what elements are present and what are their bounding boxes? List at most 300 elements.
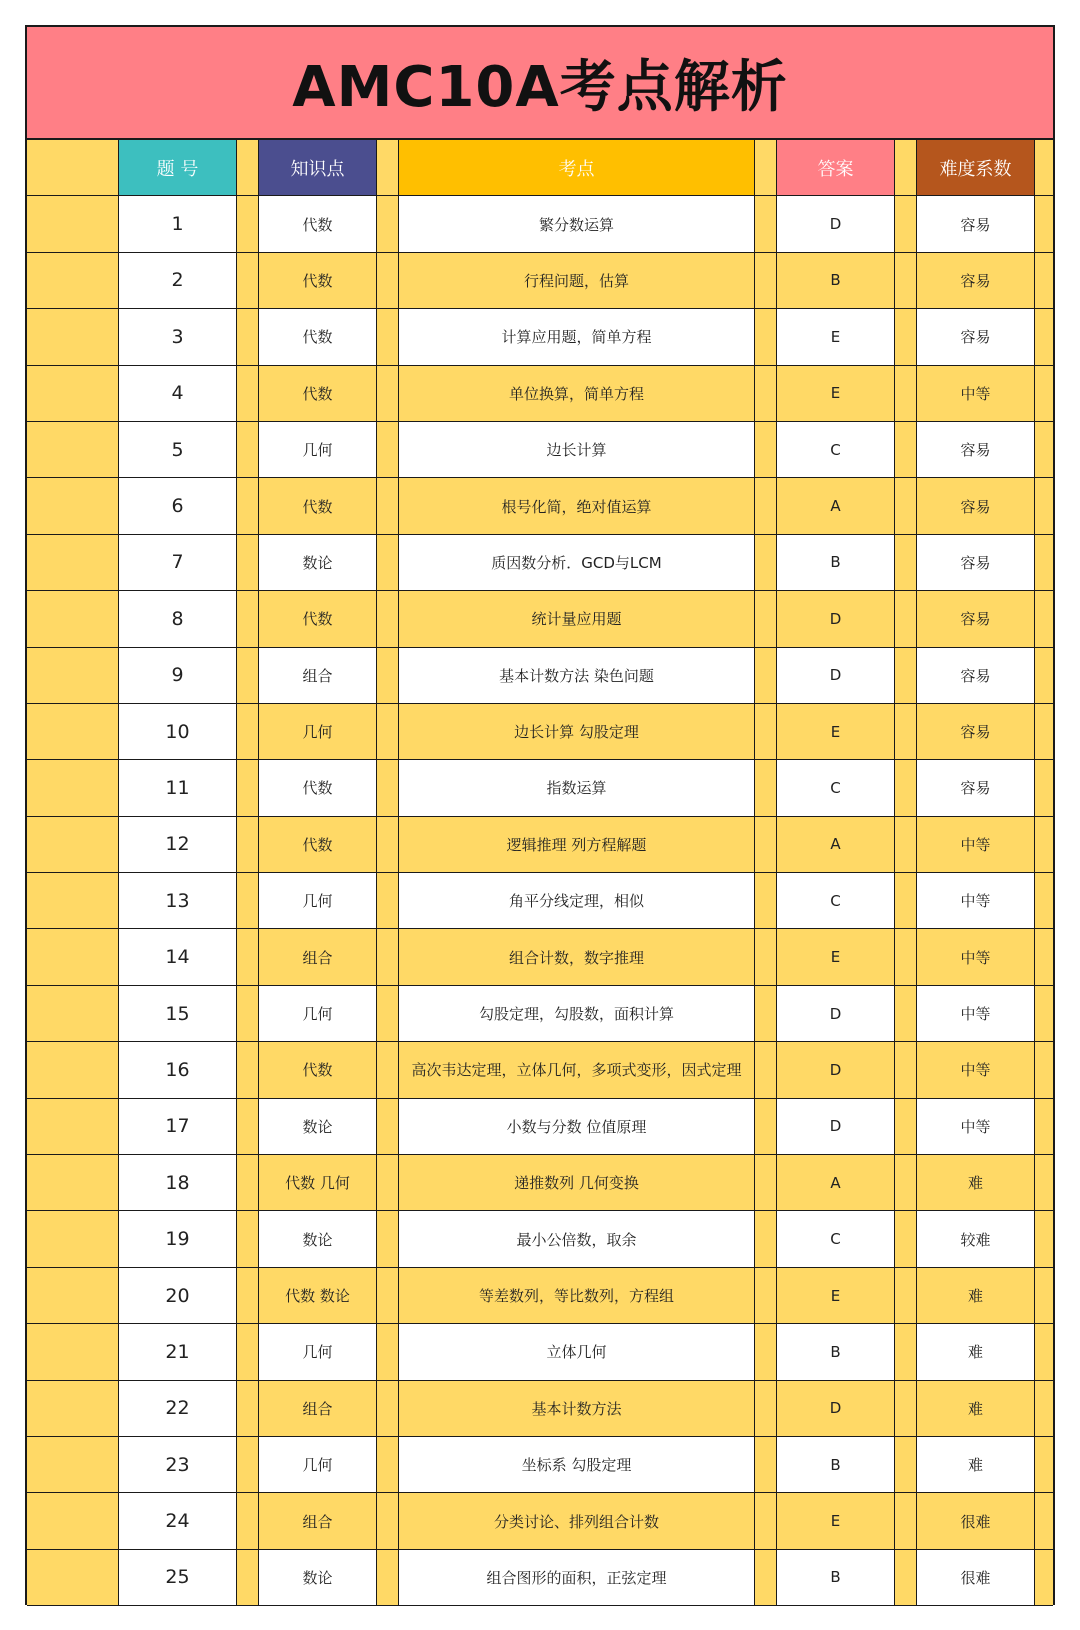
cell-topic: 代数 bbox=[259, 478, 377, 534]
table-row bbox=[27, 366, 1053, 422]
spacer-cell bbox=[377, 1493, 399, 1549]
spacer-cell bbox=[377, 422, 399, 478]
cell-number: 9 bbox=[119, 648, 237, 704]
spacer-cell bbox=[377, 366, 399, 422]
cell-topic: 代数 bbox=[259, 253, 377, 309]
cell-point: 基本计数方法 bbox=[399, 1381, 755, 1437]
spacer-cell bbox=[377, 1099, 399, 1155]
spacer-cell bbox=[895, 704, 917, 760]
spacer-cell bbox=[237, 1437, 259, 1493]
header-topic: 知识点 bbox=[259, 140, 377, 196]
table-row bbox=[27, 309, 1053, 365]
cell-difficulty: 很难 bbox=[917, 1493, 1035, 1549]
table-row bbox=[27, 929, 1053, 985]
cell-answer: B bbox=[777, 1437, 895, 1493]
cell-number: 15 bbox=[119, 986, 237, 1042]
spacer-cell bbox=[895, 366, 917, 422]
table-row bbox=[27, 760, 1053, 816]
cell-difficulty: 容易 bbox=[917, 253, 1035, 309]
spacer-cell bbox=[1035, 986, 1053, 1042]
spacer-cell bbox=[755, 478, 777, 534]
spacer-cell bbox=[27, 366, 119, 422]
cell-answer: C bbox=[777, 760, 895, 816]
spacer-cell bbox=[237, 986, 259, 1042]
cell-difficulty: 中等 bbox=[917, 1099, 1035, 1155]
spacer-cell bbox=[755, 760, 777, 816]
spacer-cell bbox=[755, 929, 777, 985]
cell-number: 17 bbox=[119, 1099, 237, 1155]
cell-point: 组合图形的面积，正弦定理 bbox=[399, 1550, 755, 1606]
cell-topic: 几何 bbox=[259, 1324, 377, 1380]
spacer-cell bbox=[755, 1381, 777, 1437]
cell-answer: B bbox=[777, 535, 895, 591]
cell-point: 根号化简，绝对值运算 bbox=[399, 478, 755, 534]
spacer-cell bbox=[377, 535, 399, 591]
cell-number: 23 bbox=[119, 1437, 237, 1493]
cell-topic: 数论 bbox=[259, 1211, 377, 1267]
spacer-cell bbox=[237, 366, 259, 422]
cell-answer: E bbox=[777, 1268, 895, 1324]
spacer-cell bbox=[755, 422, 777, 478]
spacer-cell bbox=[1035, 1493, 1053, 1549]
cell-answer: D bbox=[777, 648, 895, 704]
cell-point: 边长计算 bbox=[399, 422, 755, 478]
cell-answer: D bbox=[777, 986, 895, 1042]
spacer-cell bbox=[895, 140, 917, 196]
spacer-cell bbox=[895, 1437, 917, 1493]
cell-number: 11 bbox=[119, 760, 237, 816]
spacer-cell bbox=[1035, 1211, 1053, 1267]
cell-difficulty: 中等 bbox=[917, 366, 1035, 422]
cell-number: 14 bbox=[119, 929, 237, 985]
spacer-cell bbox=[755, 1211, 777, 1267]
table-row bbox=[27, 1381, 1053, 1437]
cell-answer: C bbox=[777, 422, 895, 478]
cell-topic: 代数 bbox=[259, 366, 377, 422]
cell-point: 计算应用题，简单方程 bbox=[399, 309, 755, 365]
spacer-cell bbox=[237, 1493, 259, 1549]
header-point: 考点 bbox=[399, 140, 755, 196]
table-row bbox=[27, 817, 1053, 873]
cell-difficulty: 中等 bbox=[917, 986, 1035, 1042]
spacer-cell bbox=[237, 1324, 259, 1380]
table-row bbox=[27, 1324, 1053, 1380]
spacer-cell bbox=[377, 1437, 399, 1493]
spacer-cell bbox=[237, 1381, 259, 1437]
header-answer: 答案 bbox=[777, 140, 895, 196]
spacer-cell bbox=[895, 535, 917, 591]
spacer-cell bbox=[377, 704, 399, 760]
cell-answer: E bbox=[777, 366, 895, 422]
cell-topic: 代数 bbox=[259, 309, 377, 365]
cell-point: 逻辑推理 列方程解题 bbox=[399, 817, 755, 873]
cell-point: 质因数分析．GCD与LCM bbox=[399, 535, 755, 591]
spacer-cell bbox=[27, 929, 119, 985]
cell-point: 等差数列，等比数列，方程组 bbox=[399, 1268, 755, 1324]
cell-point: 单位换算，简单方程 bbox=[399, 366, 755, 422]
spacer-cell bbox=[895, 1493, 917, 1549]
spacer-cell bbox=[377, 309, 399, 365]
spacer-cell bbox=[755, 986, 777, 1042]
cell-point: 小数与分数 位值原理 bbox=[399, 1099, 755, 1155]
spacer-cell bbox=[755, 1042, 777, 1098]
spacer-cell bbox=[755, 1493, 777, 1549]
spacer-cell bbox=[377, 478, 399, 534]
cell-number: 4 bbox=[119, 366, 237, 422]
spacer-cell bbox=[27, 1211, 119, 1267]
spacer-cell bbox=[755, 704, 777, 760]
spacer-cell bbox=[27, 535, 119, 591]
spacer-cell bbox=[27, 196, 119, 252]
spacer-cell bbox=[895, 1211, 917, 1267]
spacer-cell bbox=[755, 817, 777, 873]
cell-answer: E bbox=[777, 1493, 895, 1549]
spacer-cell bbox=[27, 1042, 119, 1098]
cell-topic: 几何 bbox=[259, 986, 377, 1042]
cell-number: 19 bbox=[119, 1211, 237, 1267]
spacer-cell bbox=[377, 196, 399, 252]
cell-point: 最小公倍数，取余 bbox=[399, 1211, 755, 1267]
cell-point: 立体几何 bbox=[399, 1324, 755, 1380]
spacer-cell bbox=[27, 704, 119, 760]
cell-point: 基本计数方法 染色问题 bbox=[399, 648, 755, 704]
spacer-cell bbox=[377, 591, 399, 647]
cell-number: 20 bbox=[119, 1268, 237, 1324]
cell-answer: E bbox=[777, 704, 895, 760]
cell-difficulty: 中等 bbox=[917, 929, 1035, 985]
cell-topic: 代数 bbox=[259, 196, 377, 252]
spacer-cell bbox=[1035, 1550, 1053, 1606]
table-row bbox=[27, 1042, 1053, 1098]
spacer-cell bbox=[755, 140, 777, 196]
spacer-cell bbox=[755, 366, 777, 422]
spacer-cell bbox=[237, 873, 259, 929]
page-title: AMC10A考点解析 bbox=[292, 54, 788, 120]
answer-table bbox=[25, 25, 1055, 1605]
table-body bbox=[27, 140, 1053, 1606]
spacer-cell bbox=[895, 309, 917, 365]
spacer-cell bbox=[237, 648, 259, 704]
cell-point: 组合计数，数字推理 bbox=[399, 929, 755, 985]
cell-difficulty: 难 bbox=[917, 1324, 1035, 1380]
cell-topic: 代数 bbox=[259, 817, 377, 873]
spacer-cell bbox=[895, 591, 917, 647]
cell-number: 18 bbox=[119, 1155, 237, 1211]
spacer-cell bbox=[237, 535, 259, 591]
spacer-cell bbox=[895, 1381, 917, 1437]
spacer-cell bbox=[377, 1324, 399, 1380]
spacer-cell bbox=[237, 704, 259, 760]
cell-point: 高次韦达定理，立体几何，多项式变形，因式定理 bbox=[399, 1042, 755, 1098]
spacer-cell bbox=[27, 140, 119, 196]
spacer-cell bbox=[1035, 1268, 1053, 1324]
spacer-cell bbox=[1035, 704, 1053, 760]
cell-difficulty: 难 bbox=[917, 1381, 1035, 1437]
cell-topic: 代数 bbox=[259, 760, 377, 816]
spacer-cell bbox=[377, 1155, 399, 1211]
spacer-cell bbox=[237, 760, 259, 816]
spacer-cell bbox=[237, 1155, 259, 1211]
cell-difficulty: 容易 bbox=[917, 760, 1035, 816]
spacer-cell bbox=[27, 986, 119, 1042]
cell-topic: 几何 bbox=[259, 422, 377, 478]
cell-point: 角平分线定理，相似 bbox=[399, 873, 755, 929]
spacer-cell bbox=[1035, 648, 1053, 704]
cell-number: 3 bbox=[119, 309, 237, 365]
spacer-cell bbox=[27, 1550, 119, 1606]
table-row bbox=[27, 1550, 1053, 1606]
spacer-cell bbox=[755, 196, 777, 252]
cell-difficulty: 较难 bbox=[917, 1211, 1035, 1267]
spacer-cell bbox=[755, 873, 777, 929]
spacer-cell bbox=[1035, 929, 1053, 985]
cell-number: 10 bbox=[119, 704, 237, 760]
spacer-cell bbox=[377, 986, 399, 1042]
spacer-cell bbox=[895, 760, 917, 816]
table-row bbox=[27, 873, 1053, 929]
table-row bbox=[27, 253, 1053, 309]
cell-answer: B bbox=[777, 1550, 895, 1606]
cell-difficulty: 容易 bbox=[917, 648, 1035, 704]
cell-number: 5 bbox=[119, 422, 237, 478]
spacer-cell bbox=[27, 1493, 119, 1549]
spacer-cell bbox=[27, 1099, 119, 1155]
cell-number: 1 bbox=[119, 196, 237, 252]
spacer-cell bbox=[1035, 366, 1053, 422]
cell-difficulty: 容易 bbox=[917, 591, 1035, 647]
cell-number: 24 bbox=[119, 1493, 237, 1549]
table-row bbox=[27, 648, 1053, 704]
spacer-cell bbox=[377, 253, 399, 309]
cell-number: 6 bbox=[119, 478, 237, 534]
spacer-cell bbox=[755, 309, 777, 365]
table-row bbox=[27, 591, 1053, 647]
spacer-cell bbox=[1035, 1381, 1053, 1437]
table-row bbox=[27, 422, 1053, 478]
cell-topic: 几何 bbox=[259, 1437, 377, 1493]
spacer-cell bbox=[377, 1042, 399, 1098]
spacer-cell bbox=[377, 929, 399, 985]
cell-topic: 组合 bbox=[259, 929, 377, 985]
spacer-cell bbox=[377, 817, 399, 873]
spacer-cell bbox=[237, 1268, 259, 1324]
spacer-cell bbox=[237, 1211, 259, 1267]
spacer-cell bbox=[27, 591, 119, 647]
cell-topic: 数论 bbox=[259, 1550, 377, 1606]
cell-number: 12 bbox=[119, 817, 237, 873]
cell-topic: 几何 bbox=[259, 704, 377, 760]
cell-point: 分类讨论、排列组合计数 bbox=[399, 1493, 755, 1549]
table-row bbox=[27, 196, 1053, 252]
cell-answer: C bbox=[777, 873, 895, 929]
cell-number: 8 bbox=[119, 591, 237, 647]
spacer-cell bbox=[895, 478, 917, 534]
spacer-cell bbox=[1035, 1324, 1053, 1380]
title-banner bbox=[27, 27, 1053, 140]
spacer-cell bbox=[1035, 873, 1053, 929]
cell-answer: E bbox=[777, 929, 895, 985]
spacer-cell bbox=[755, 1324, 777, 1380]
spacer-cell bbox=[895, 648, 917, 704]
spacer-cell bbox=[895, 817, 917, 873]
table-row bbox=[27, 704, 1053, 760]
cell-difficulty: 很难 bbox=[917, 1550, 1035, 1606]
spacer-cell bbox=[895, 253, 917, 309]
spacer-cell bbox=[1035, 591, 1053, 647]
spacer-cell bbox=[27, 478, 119, 534]
spacer-cell bbox=[755, 591, 777, 647]
spacer-cell bbox=[755, 1155, 777, 1211]
table-row bbox=[27, 986, 1053, 1042]
spacer-cell bbox=[895, 1324, 917, 1380]
cell-topic: 组合 bbox=[259, 1493, 377, 1549]
spacer-cell bbox=[755, 1550, 777, 1606]
cell-answer: D bbox=[777, 591, 895, 647]
cell-answer: A bbox=[777, 1155, 895, 1211]
spacer-cell bbox=[1035, 478, 1053, 534]
cell-point: 坐标系 勾股定理 bbox=[399, 1437, 755, 1493]
spacer-cell bbox=[377, 873, 399, 929]
spacer-cell bbox=[377, 1268, 399, 1324]
cell-difficulty: 难 bbox=[917, 1268, 1035, 1324]
spacer-cell bbox=[377, 760, 399, 816]
spacer-cell bbox=[1035, 253, 1053, 309]
spacer-cell bbox=[895, 929, 917, 985]
spacer-cell bbox=[237, 422, 259, 478]
cell-difficulty: 容易 bbox=[917, 478, 1035, 534]
cell-topic: 代数 几何 bbox=[259, 1155, 377, 1211]
cell-point: 指数运算 bbox=[399, 760, 755, 816]
spacer-cell bbox=[377, 1550, 399, 1606]
spacer-cell bbox=[237, 929, 259, 985]
spacer-cell bbox=[377, 1381, 399, 1437]
spacer-cell bbox=[27, 1381, 119, 1437]
cell-number: 7 bbox=[119, 535, 237, 591]
cell-answer: A bbox=[777, 478, 895, 534]
spacer-cell bbox=[27, 873, 119, 929]
table-row bbox=[27, 1437, 1053, 1493]
spacer-cell bbox=[1035, 1042, 1053, 1098]
spacer-cell bbox=[27, 253, 119, 309]
spacer-cell bbox=[895, 196, 917, 252]
spacer-cell bbox=[27, 648, 119, 704]
spacer-cell bbox=[27, 1324, 119, 1380]
spacer-cell bbox=[377, 648, 399, 704]
spacer-cell bbox=[895, 873, 917, 929]
cell-difficulty: 难 bbox=[917, 1155, 1035, 1211]
cell-answer: E bbox=[777, 309, 895, 365]
table-row bbox=[27, 535, 1053, 591]
spacer-cell bbox=[237, 478, 259, 534]
cell-topic: 代数 bbox=[259, 591, 377, 647]
spacer-cell bbox=[895, 986, 917, 1042]
cell-difficulty: 容易 bbox=[917, 196, 1035, 252]
spacer-cell bbox=[1035, 1099, 1053, 1155]
cell-answer: C bbox=[777, 1211, 895, 1267]
spacer-cell bbox=[237, 140, 259, 196]
table-row bbox=[27, 1211, 1053, 1267]
table-row bbox=[27, 1493, 1053, 1549]
spacer-cell bbox=[1035, 309, 1053, 365]
cell-number: 21 bbox=[119, 1324, 237, 1380]
spacer-cell bbox=[27, 422, 119, 478]
spacer-cell bbox=[1035, 140, 1053, 196]
cell-topic: 数论 bbox=[259, 535, 377, 591]
spacer-cell bbox=[1035, 196, 1053, 252]
spacer-cell bbox=[1035, 1155, 1053, 1211]
spacer-cell bbox=[237, 1550, 259, 1606]
header-number: 题 号 bbox=[119, 140, 237, 196]
spacer-cell bbox=[755, 1268, 777, 1324]
cell-number: 22 bbox=[119, 1381, 237, 1437]
spacer-cell bbox=[237, 196, 259, 252]
cell-difficulty: 容易 bbox=[917, 309, 1035, 365]
spacer-cell bbox=[1035, 422, 1053, 478]
cell-point: 边长计算 勾股定理 bbox=[399, 704, 755, 760]
spacer-cell bbox=[895, 1268, 917, 1324]
cell-difficulty: 容易 bbox=[917, 422, 1035, 478]
spacer-cell bbox=[377, 140, 399, 196]
cell-answer: B bbox=[777, 253, 895, 309]
cell-answer: D bbox=[777, 1099, 895, 1155]
spacer-cell bbox=[27, 1155, 119, 1211]
spacer-cell bbox=[27, 760, 119, 816]
table-row bbox=[27, 1099, 1053, 1155]
cell-answer: B bbox=[777, 1324, 895, 1380]
spacer-cell bbox=[755, 253, 777, 309]
header-row bbox=[27, 140, 1053, 196]
spacer-cell bbox=[237, 591, 259, 647]
spacer-cell bbox=[237, 1099, 259, 1155]
spacer-cell bbox=[27, 1268, 119, 1324]
spacer-cell bbox=[27, 309, 119, 365]
spacer-cell bbox=[895, 1155, 917, 1211]
spacer-cell bbox=[1035, 1437, 1053, 1493]
spacer-cell bbox=[237, 817, 259, 873]
cell-answer: D bbox=[777, 1381, 895, 1437]
cell-number: 16 bbox=[119, 1042, 237, 1098]
spacer-cell bbox=[377, 1211, 399, 1267]
spacer-cell bbox=[1035, 535, 1053, 591]
cell-topic: 几何 bbox=[259, 873, 377, 929]
cell-point: 勾股定理，勾股数，面积计算 bbox=[399, 986, 755, 1042]
cell-point: 行程问题，估算 bbox=[399, 253, 755, 309]
cell-point: 繁分数运算 bbox=[399, 196, 755, 252]
spacer-cell bbox=[895, 422, 917, 478]
cell-point: 递推数列 几何变换 bbox=[399, 1155, 755, 1211]
cell-answer: A bbox=[777, 817, 895, 873]
cell-topic: 组合 bbox=[259, 648, 377, 704]
spacer-cell bbox=[27, 817, 119, 873]
spacer-cell bbox=[237, 309, 259, 365]
spacer-cell bbox=[27, 1437, 119, 1493]
spacer-cell bbox=[755, 1099, 777, 1155]
cell-number: 13 bbox=[119, 873, 237, 929]
cell-number: 2 bbox=[119, 253, 237, 309]
cell-answer: D bbox=[777, 196, 895, 252]
spacer-cell bbox=[1035, 760, 1053, 816]
cell-difficulty: 容易 bbox=[917, 535, 1035, 591]
table-row bbox=[27, 1155, 1053, 1211]
cell-topic: 数论 bbox=[259, 1099, 377, 1155]
cell-topic: 代数 数论 bbox=[259, 1268, 377, 1324]
header-difficulty: 难度系数 bbox=[917, 140, 1035, 196]
cell-difficulty: 中等 bbox=[917, 873, 1035, 929]
cell-answer: D bbox=[777, 1042, 895, 1098]
spacer-cell bbox=[237, 1042, 259, 1098]
cell-difficulty: 中等 bbox=[917, 1042, 1035, 1098]
spacer-cell bbox=[755, 535, 777, 591]
